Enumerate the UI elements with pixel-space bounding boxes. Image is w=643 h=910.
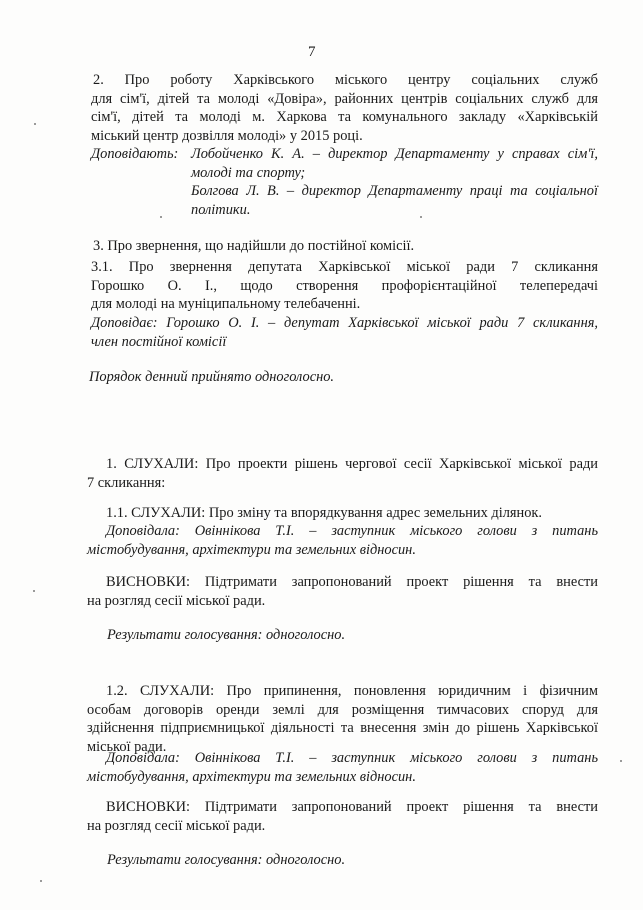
heard-1-2-line: особам договорів оренди землі для розміщення тимчасових споруд для [87, 701, 598, 718]
heard-1-1-conclusion-line: на розгляд сесії міської ради. [87, 592, 266, 609]
page-number: 7 [308, 44, 316, 60]
agenda-item-3-speaker-line: Доповідає: Горошко О. І. – депутат Харківської міської ради 7 скликання, [91, 315, 598, 331]
agenda-item-3-1-line: для молоді на муніципальному телебаченні. [91, 296, 361, 312]
heard-1-1-speaker-line: Доповідала: Овіннікова Т.І. – заступник міського голови з питань [106, 523, 598, 539]
scan-speck [33, 590, 35, 592]
heard-1 [87, 455, 598, 492]
speaker-1-line: молоді та спорту; [191, 164, 306, 181]
heard-1-1-conclusion-line: ВИСНОВКИ: Підтримати запропонований проект рішення та внести [106, 574, 598, 590]
agenda-item-3-title: 3. Про звернення, що надійшли до постійної комісії. [93, 238, 415, 254]
agenda-item-2-line: 2. Про роботу Харківського міського центру соціальних служб [93, 72, 598, 88]
agenda-adopted: Порядок денний прийнято одноголосно. [89, 369, 335, 385]
speakers-label: Доповідають: [91, 146, 179, 162]
heard-1-2-speaker-line: Доповідала: Овіннікова Т.І. – заступник міського голови з питань [106, 750, 598, 766]
heard-1-1-speaker-line: містобудування, архітектури та земельних відносин. [87, 541, 416, 558]
scan-speck [40, 880, 42, 882]
heard-1-1-vote: Результати голосування: одноголосно. [107, 627, 346, 643]
agenda-item-2-line: сім'ї, дітей та молоді м. Харкова та комунального закладу «Харківській [91, 109, 598, 125]
heard-1-2-line: здійснення підприємницької діяльності та внесення змін до рішень Харківської [87, 720, 598, 736]
agenda-item-2-line: міський центр дозвілля молоді» у 2015 році. [91, 127, 363, 144]
speaker-2-line: Болгова Л. В. – директор Департаменту праці та соціальної [191, 183, 598, 199]
heard-1-2-speaker [87, 749, 598, 786]
scan-speck [420, 216, 422, 218]
speaker-2-line: політики. [191, 201, 251, 218]
heard-1-1-speaker [87, 522, 598, 559]
agenda-item-3-1 [91, 258, 598, 314]
scan-speck [160, 216, 162, 218]
heard-1-line: 1. СЛУХАЛИ: Про проекти рішень чергової сесії Харківської міської ради [106, 456, 598, 472]
scan-speck [34, 123, 36, 125]
speaker-1-line: Лобойченко К. А. – директор Департаменту у справах сім'ї, [191, 146, 598, 162]
agenda-item-2 [91, 71, 598, 145]
heard-1-2-line: міської ради. [87, 738, 167, 755]
heard-1-1-title: 1.1. СЛУХАЛИ: Про зміну та впорядкування адрес земельних ділянок. [106, 505, 542, 521]
speaker-2 [191, 182, 598, 219]
agenda-item-3-1-line: Горошко О. І., щодо створення профорієнтаційної телепередачі [91, 277, 598, 294]
heard-1-2-line: 1.2. СЛУХАЛИ: Про припинення, поновлення юридичним і фізичним [106, 683, 598, 699]
scan-speck [620, 760, 622, 762]
heard-1-2-conclusion-line: ВИСНОВКИ: Підтримати запропонований проект рішення та внести [106, 799, 598, 815]
heard-1-2-conclusion-line: на розгляд сесії міської ради. [87, 817, 266, 834]
heard-1-2-conclusion [87, 798, 598, 835]
speaker-1 [191, 145, 598, 182]
heard-1-1-conclusion [87, 573, 598, 610]
heard-1-2 [87, 682, 598, 756]
agenda-item-2-line: для сім'ї, дітей та молоді «Довіра», районних центрів соціальних служб для [91, 90, 598, 107]
heard-1-2-vote: Результати голосування: одноголосно. [107, 852, 346, 868]
heard-1-2-speaker-line: містобудування, архітектури та земельних відносин. [87, 768, 416, 785]
agenda-item-3-speaker [91, 314, 598, 351]
agenda-item-3-speaker-line: член постійної комісії [91, 333, 227, 350]
agenda-item-3-1-line: 3.1. Про звернення депутата Харківської міської ради 7 скликання [91, 259, 598, 275]
heard-1-line: 7 скликання: [87, 474, 166, 491]
